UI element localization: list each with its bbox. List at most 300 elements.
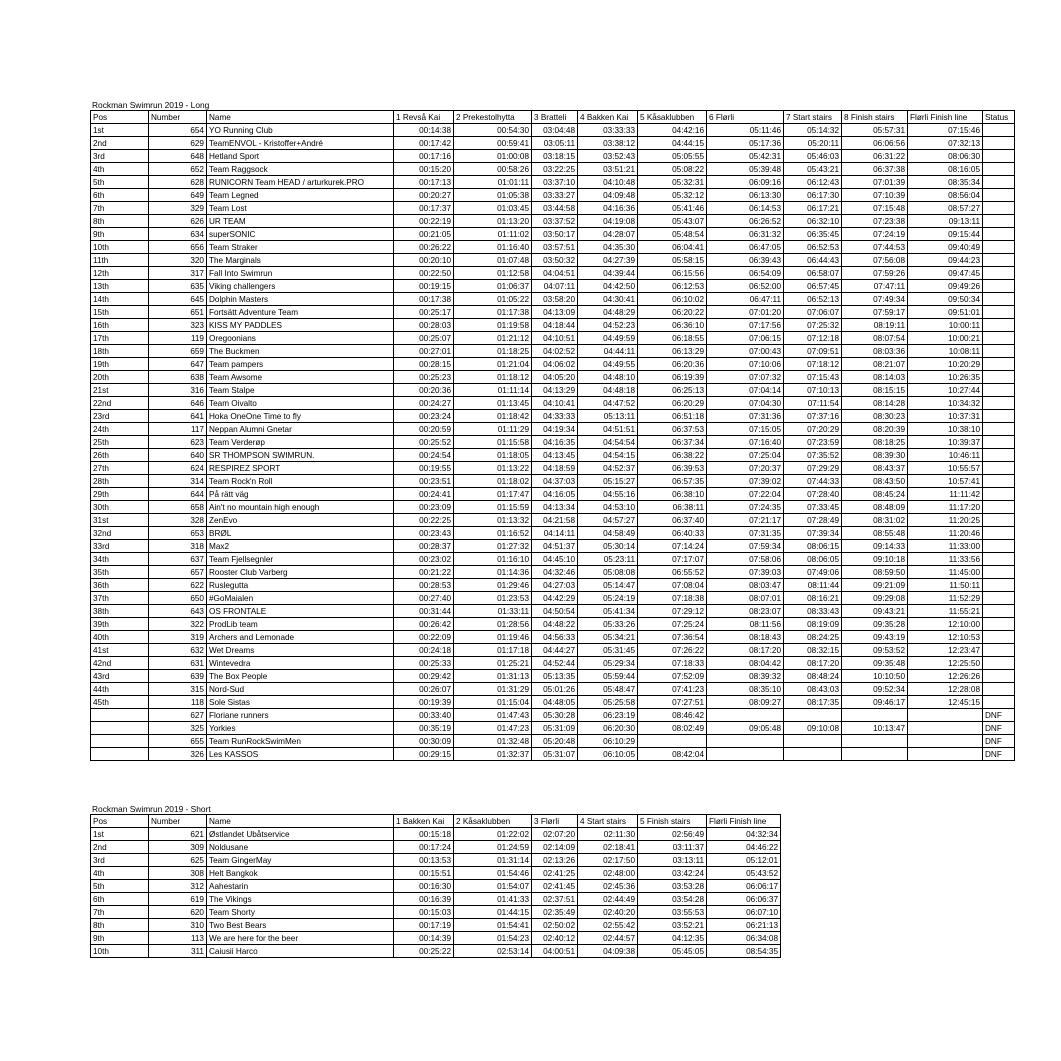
name-cell: TeamENVOL - Kristoffer+André (207, 137, 394, 150)
time-cell: 04:21:58 (532, 514, 578, 527)
pos-cell: 44th (91, 683, 149, 696)
time-cell: 08:54:35 (707, 945, 781, 958)
time-cell: 08:43:50 (842, 475, 908, 488)
time-cell: 01:54:23 (454, 932, 532, 945)
time-cell: 08:11:44 (784, 579, 842, 592)
time-cell: 04:13:34 (532, 501, 578, 514)
time-cell: 08:04:42 (707, 657, 784, 670)
long-results-table (90, 110, 1015, 761)
time-cell: 06:09:16 (707, 176, 784, 189)
name-cell: UR TEAM (207, 215, 394, 228)
time-cell: 04:48:05 (532, 696, 578, 709)
number-cell: 627 (149, 709, 207, 722)
number-cell: 318 (149, 540, 207, 553)
time-cell: 07:25:32 (784, 319, 842, 332)
time-cell: 03:37:10 (532, 176, 578, 189)
time-cell: 01:11:14 (454, 384, 532, 397)
time-cell: 12:25:50 (908, 657, 983, 670)
time-cell (983, 592, 1015, 605)
time-cell: 04:10:41 (532, 397, 578, 410)
time-cell: 04:13:29 (532, 384, 578, 397)
time-cell: 04:16:36 (578, 202, 638, 215)
time-cell: 06:37:40 (638, 514, 707, 527)
time-cell: 12:26:26 (908, 670, 983, 683)
time-cell: 05:14:32 (784, 124, 842, 137)
time-cell: 03:33:33 (578, 124, 638, 137)
name-cell: #GoMaialen (207, 592, 394, 605)
time-cell: 10:00:11 (908, 319, 983, 332)
time-cell: 09:10:08 (784, 722, 842, 735)
time-cell: 11:33:56 (908, 553, 983, 566)
time-cell: DNF (983, 748, 1015, 761)
time-cell: 03:18:15 (532, 150, 578, 163)
short-results-table (90, 814, 781, 958)
time-cell: 05:39:48 (707, 163, 784, 176)
pos-cell: 8th (91, 215, 149, 228)
time-cell (983, 423, 1015, 436)
column-header: 1 Bakken Kai (394, 815, 454, 828)
time-cell: 08:14:28 (842, 397, 908, 410)
time-cell: 07:18:38 (638, 592, 707, 605)
time-cell: 07:06:15 (707, 332, 784, 345)
time-cell: 04:10:48 (578, 176, 638, 189)
time-cell: 08:46:42 (638, 709, 707, 722)
time-cell: 05:13:35 (532, 670, 578, 683)
time-cell: 03:44:58 (532, 202, 578, 215)
name-cell: Wintevedra (207, 657, 394, 670)
table-row (91, 670, 1015, 683)
column-header: 3 Flørli (532, 815, 578, 828)
time-cell: 00:15:51 (394, 867, 454, 880)
time-cell: 06:51:18 (638, 410, 707, 423)
time-cell: 01:28:56 (454, 618, 532, 631)
pos-cell (91, 722, 149, 735)
pos-cell: 5th (91, 176, 149, 189)
time-cell: 07:14:24 (638, 540, 707, 553)
time-cell: 00:26:22 (394, 241, 454, 254)
time-cell: 05:43:21 (784, 163, 842, 176)
time-cell: DNF (983, 735, 1015, 748)
name-cell: Sole Sistas (207, 696, 394, 709)
table-row (91, 748, 1015, 761)
time-cell (983, 553, 1015, 566)
time-cell: 09:47:45 (908, 267, 983, 280)
number-cell: 620 (149, 906, 207, 919)
time-cell: 07:09:51 (784, 345, 842, 358)
time-cell (983, 293, 1015, 306)
pos-cell: 9th (91, 932, 149, 945)
time-cell: 04:14:11 (532, 527, 578, 540)
number-cell: 622 (149, 579, 207, 592)
time-cell: 12:10:53 (908, 631, 983, 644)
time-cell: 05:31:45 (578, 644, 638, 657)
table-row (91, 293, 1015, 306)
time-cell: 06:15:56 (638, 267, 707, 280)
time-cell: 00:35:19 (394, 722, 454, 735)
number-cell: 638 (149, 371, 207, 384)
time-cell: 10:57:41 (908, 475, 983, 488)
name-cell: The Buckmen (207, 345, 394, 358)
name-cell: RUNICORN Team HEAD / arturkurek.PRO (207, 176, 394, 189)
name-cell: Team Stalpe (207, 384, 394, 397)
time-cell: 01:54:41 (454, 919, 532, 932)
time-cell: 08:24:25 (784, 631, 842, 644)
table-row (91, 215, 1015, 228)
time-cell: 05:20:11 (784, 137, 842, 150)
name-cell: Hoka OneOne Time to fly (207, 410, 394, 423)
time-cell: 08:48:09 (842, 501, 908, 514)
time-cell: 02:13:26 (532, 854, 578, 867)
time-cell: 06:52:13 (784, 293, 842, 306)
time-cell: 08:06:15 (784, 540, 842, 553)
time-cell: 01:33:11 (454, 605, 532, 618)
time-cell: 06:31:32 (707, 228, 784, 241)
time-cell: 06:20:30 (578, 722, 638, 735)
time-cell: 08:57:27 (908, 202, 983, 215)
time-cell: 07:49:34 (842, 293, 908, 306)
time-cell: 06:58:07 (784, 267, 842, 280)
name-cell: Max2 (207, 540, 394, 553)
time-cell: 06:13:29 (638, 345, 707, 358)
time-cell: 00:24:27 (394, 397, 454, 410)
name-cell: Team Awsome (207, 371, 394, 384)
time-cell: 00:26:07 (394, 683, 454, 696)
time-cell: 00:14:39 (394, 932, 454, 945)
number-cell: 645 (149, 293, 207, 306)
name-cell: Team Lost (207, 202, 394, 215)
time-cell: 07:29:29 (784, 462, 842, 475)
table-row (91, 618, 1015, 631)
number-cell: 329 (149, 202, 207, 215)
time-cell: 02:44:49 (578, 893, 638, 906)
time-cell: 03:58:20 (532, 293, 578, 306)
time-cell: 00:24:18 (394, 644, 454, 657)
time-cell (983, 267, 1015, 280)
time-cell: 08:07:54 (842, 332, 908, 345)
time-cell: 08:43:37 (842, 462, 908, 475)
time-cell: 07:15:48 (842, 202, 908, 215)
time-cell: 04:18:44 (532, 319, 578, 332)
number-cell: 643 (149, 605, 207, 618)
time-cell: 00:58:26 (454, 163, 532, 176)
number-cell: 323 (149, 319, 207, 332)
time-cell (784, 709, 842, 722)
time-cell: 04:54:54 (578, 436, 638, 449)
time-cell: 04:09:48 (578, 189, 638, 202)
time-cell: 04:16:35 (532, 436, 578, 449)
column-header: Pos (91, 111, 149, 124)
time-cell: 07:49:06 (784, 566, 842, 579)
pos-cell: 2nd (91, 841, 149, 854)
time-cell: 01:18:05 (454, 449, 532, 462)
time-cell: 08:42:04 (638, 748, 707, 761)
time-cell: 01:03:45 (454, 202, 532, 215)
time-cell: 03:50:17 (532, 228, 578, 241)
time-cell (707, 735, 784, 748)
pos-cell: 16th (91, 319, 149, 332)
time-cell (983, 280, 1015, 293)
name-cell: Aahestarin (207, 880, 394, 893)
time-cell: 06:13:30 (707, 189, 784, 202)
time-cell: 04:13:45 (532, 449, 578, 462)
time-cell: 05:34:21 (578, 631, 638, 644)
time-cell: 00:23:24 (394, 410, 454, 423)
time-cell: 05:25:58 (578, 696, 638, 709)
table-row (91, 228, 1015, 241)
time-cell: 04:39:44 (578, 267, 638, 280)
time-cell: 01:15:59 (454, 501, 532, 514)
pos-cell: 9th (91, 228, 149, 241)
table-row (91, 358, 1015, 371)
table-row (91, 254, 1015, 267)
time-cell: 08:06:05 (784, 553, 842, 566)
name-cell: ProdLib team (207, 618, 394, 631)
time-cell: 08:31:02 (842, 514, 908, 527)
time-cell: 05:46:03 (784, 150, 842, 163)
time-cell (983, 527, 1015, 540)
time-cell: 01:41:33 (454, 893, 532, 906)
time-cell: 06:37:38 (842, 163, 908, 176)
number-cell: 659 (149, 345, 207, 358)
time-cell: 04:51:51 (578, 423, 638, 436)
number-cell: 626 (149, 215, 207, 228)
column-header: 6 Flørli (707, 111, 784, 124)
time-cell: 06:35:45 (784, 228, 842, 241)
time-cell: 09:21:09 (842, 579, 908, 592)
time-cell: 01:12:58 (454, 267, 532, 280)
time-cell: 01:44:15 (454, 906, 532, 919)
time-cell: 01:16:40 (454, 241, 532, 254)
time-cell: 00:20:10 (394, 254, 454, 267)
time-cell: 01:25:21 (454, 657, 532, 670)
time-cell: 01:29:46 (454, 579, 532, 592)
table-row (91, 501, 1015, 514)
time-cell (983, 371, 1015, 384)
time-cell: 04:05:20 (532, 371, 578, 384)
time-cell: 06:20:29 (638, 397, 707, 410)
name-cell: Les KASSOS (207, 748, 394, 761)
table-row (91, 683, 1015, 696)
table-row (91, 488, 1015, 501)
time-cell: 03:52:43 (578, 150, 638, 163)
number-cell: 315 (149, 683, 207, 696)
table-row (91, 579, 1015, 592)
time-cell (983, 124, 1015, 137)
time-cell (983, 566, 1015, 579)
time-cell: 05:45:05 (638, 945, 707, 958)
number-cell: 624 (149, 462, 207, 475)
time-cell: 02:40:20 (578, 906, 638, 919)
time-cell: 03:50:32 (532, 254, 578, 267)
time-cell: 12:23:47 (908, 644, 983, 657)
number-cell: 635 (149, 280, 207, 293)
time-cell: 00:19:55 (394, 462, 454, 475)
name-cell: Oregoonians (207, 332, 394, 345)
time-cell: 07:26:22 (638, 644, 707, 657)
time-cell: 07:39:34 (784, 527, 842, 540)
time-cell: 08:16:21 (784, 592, 842, 605)
table-row (91, 592, 1015, 605)
table-row (91, 423, 1015, 436)
table-row (91, 735, 1015, 748)
time-cell: 01:21:04 (454, 358, 532, 371)
time-cell: 07:04:30 (707, 397, 784, 410)
time-cell: 00:20:36 (394, 384, 454, 397)
time-cell: 04:48:29 (578, 306, 638, 319)
time-cell: 07:35:52 (784, 449, 842, 462)
table-row (91, 176, 1015, 189)
pos-cell: 40th (91, 631, 149, 644)
time-cell: 09:50:34 (908, 293, 983, 306)
time-cell: 07:22:04 (707, 488, 784, 501)
number-cell: 637 (149, 553, 207, 566)
time-cell: 01:24:59 (454, 841, 532, 854)
table-row (91, 657, 1015, 670)
time-cell: 01:54:46 (454, 867, 532, 880)
time-cell: 07:15:05 (707, 423, 784, 436)
time-cell: 11:45:00 (908, 566, 983, 579)
time-cell: 09:44:23 (908, 254, 983, 267)
time-cell: 05:29:34 (578, 657, 638, 670)
time-cell: 10:13:47 (842, 722, 908, 735)
table-row (91, 854, 781, 867)
time-cell: 01:15:58 (454, 436, 532, 449)
time-cell: 03:33:27 (532, 189, 578, 202)
time-cell: 06:12:53 (638, 280, 707, 293)
table-row (91, 880, 781, 893)
time-cell: 11:55:21 (908, 605, 983, 618)
pos-cell: 29th (91, 488, 149, 501)
column-header: Pos (91, 815, 149, 828)
time-cell: 08:45:24 (842, 488, 908, 501)
time-cell: 06:26:52 (707, 215, 784, 228)
time-cell (983, 410, 1015, 423)
name-cell: Team Legned (207, 189, 394, 202)
time-cell: 05:32:31 (638, 176, 707, 189)
time-cell: 05:12:01 (707, 854, 781, 867)
time-cell: 07:18:33 (638, 657, 707, 670)
time-cell (784, 735, 842, 748)
time-cell (983, 683, 1015, 696)
table-row (91, 124, 1015, 137)
name-cell: Ruslegutta (207, 579, 394, 592)
number-cell: 317 (149, 267, 207, 280)
time-cell: 05:30:14 (578, 540, 638, 553)
time-cell: 05:01:26 (532, 683, 578, 696)
time-cell: 00:22:19 (394, 215, 454, 228)
time-cell: 05:32:12 (638, 189, 707, 202)
time-cell: 00:17:24 (394, 841, 454, 854)
time-cell (983, 605, 1015, 618)
number-cell: 309 (149, 841, 207, 854)
name-cell: Team Verderøp (207, 436, 394, 449)
time-cell: 02:35:49 (532, 906, 578, 919)
time-cell: 07:27:51 (638, 696, 707, 709)
time-cell: 10:37:31 (908, 410, 983, 423)
number-cell: 648 (149, 150, 207, 163)
time-cell: 04:10:51 (532, 332, 578, 345)
number-cell: 654 (149, 124, 207, 137)
time-cell: 10:08:11 (908, 345, 983, 358)
table-row (91, 553, 1015, 566)
pos-cell: 43rd (91, 670, 149, 683)
time-cell: 04:19:34 (532, 423, 578, 436)
time-cell: 05:15:27 (578, 475, 638, 488)
time-cell: 01:13:32 (454, 514, 532, 527)
time-cell (983, 228, 1015, 241)
time-cell: 07:10:39 (842, 189, 908, 202)
time-cell: 00:25:52 (394, 436, 454, 449)
time-cell: 02:14:09 (532, 841, 578, 854)
name-cell: Team Rock'n Roll (207, 475, 394, 488)
time-cell: 04:58:49 (578, 527, 638, 540)
number-cell: 328 (149, 514, 207, 527)
time-cell: 07:47:11 (842, 280, 908, 293)
time-cell: 07:16:40 (707, 436, 784, 449)
time-cell: 10:00:21 (908, 332, 983, 345)
time-cell: 04:56:33 (532, 631, 578, 644)
time-cell: 02:40:12 (532, 932, 578, 945)
table-row (91, 644, 1015, 657)
time-cell: 04:32:34 (707, 828, 781, 841)
name-cell: Team RunRockSwimMen (207, 735, 394, 748)
table-row (91, 514, 1015, 527)
pos-cell: 4th (91, 163, 149, 176)
pos-cell: 28th (91, 475, 149, 488)
time-cell: 06:37:34 (638, 436, 707, 449)
time-cell: 04:47:52 (578, 397, 638, 410)
time-cell: 07:36:54 (638, 631, 707, 644)
pos-cell: 45th (91, 696, 149, 709)
time-cell: 06:04:41 (638, 241, 707, 254)
name-cell: Team GingerMay (207, 854, 394, 867)
time-cell: 01:11:02 (454, 228, 532, 241)
time-cell: 00:54:30 (454, 124, 532, 137)
time-cell: 06:57:35 (638, 475, 707, 488)
table-row (91, 527, 1015, 540)
time-cell: 06:10:05 (578, 748, 638, 761)
time-cell: 00:23:09 (394, 501, 454, 514)
time-cell: 03:52:21 (638, 919, 707, 932)
pos-cell: 35th (91, 566, 149, 579)
time-cell: 04:13:09 (532, 306, 578, 319)
time-cell: 05:14:47 (578, 579, 638, 592)
time-cell: 08:03:47 (707, 579, 784, 592)
name-cell: We are here for the beer (207, 932, 394, 945)
pos-cell: 32nd (91, 527, 149, 540)
number-cell: 310 (149, 919, 207, 932)
pos-cell: 3rd (91, 150, 149, 163)
time-cell: 00:31:44 (394, 605, 454, 618)
time-cell (842, 735, 908, 748)
time-cell: 04:19:08 (578, 215, 638, 228)
time-cell: 06:25:13 (638, 384, 707, 397)
time-cell: 00:27:01 (394, 345, 454, 358)
time-cell: 07:20:37 (707, 462, 784, 475)
time-cell: 01:16:52 (454, 527, 532, 540)
time-cell: 07:44:33 (784, 475, 842, 488)
name-cell: KISS MY PADDLES (207, 319, 394, 332)
time-cell: 06:37:53 (638, 423, 707, 436)
table-row (91, 163, 1015, 176)
time-cell: 07:10:06 (707, 358, 784, 371)
time-cell: 06:47:05 (707, 241, 784, 254)
time-cell: 01:15:04 (454, 696, 532, 709)
time-cell: 08:35:34 (908, 176, 983, 189)
table-row (91, 566, 1015, 579)
pos-cell: 30th (91, 501, 149, 514)
time-cell: 05:13:11 (578, 410, 638, 423)
